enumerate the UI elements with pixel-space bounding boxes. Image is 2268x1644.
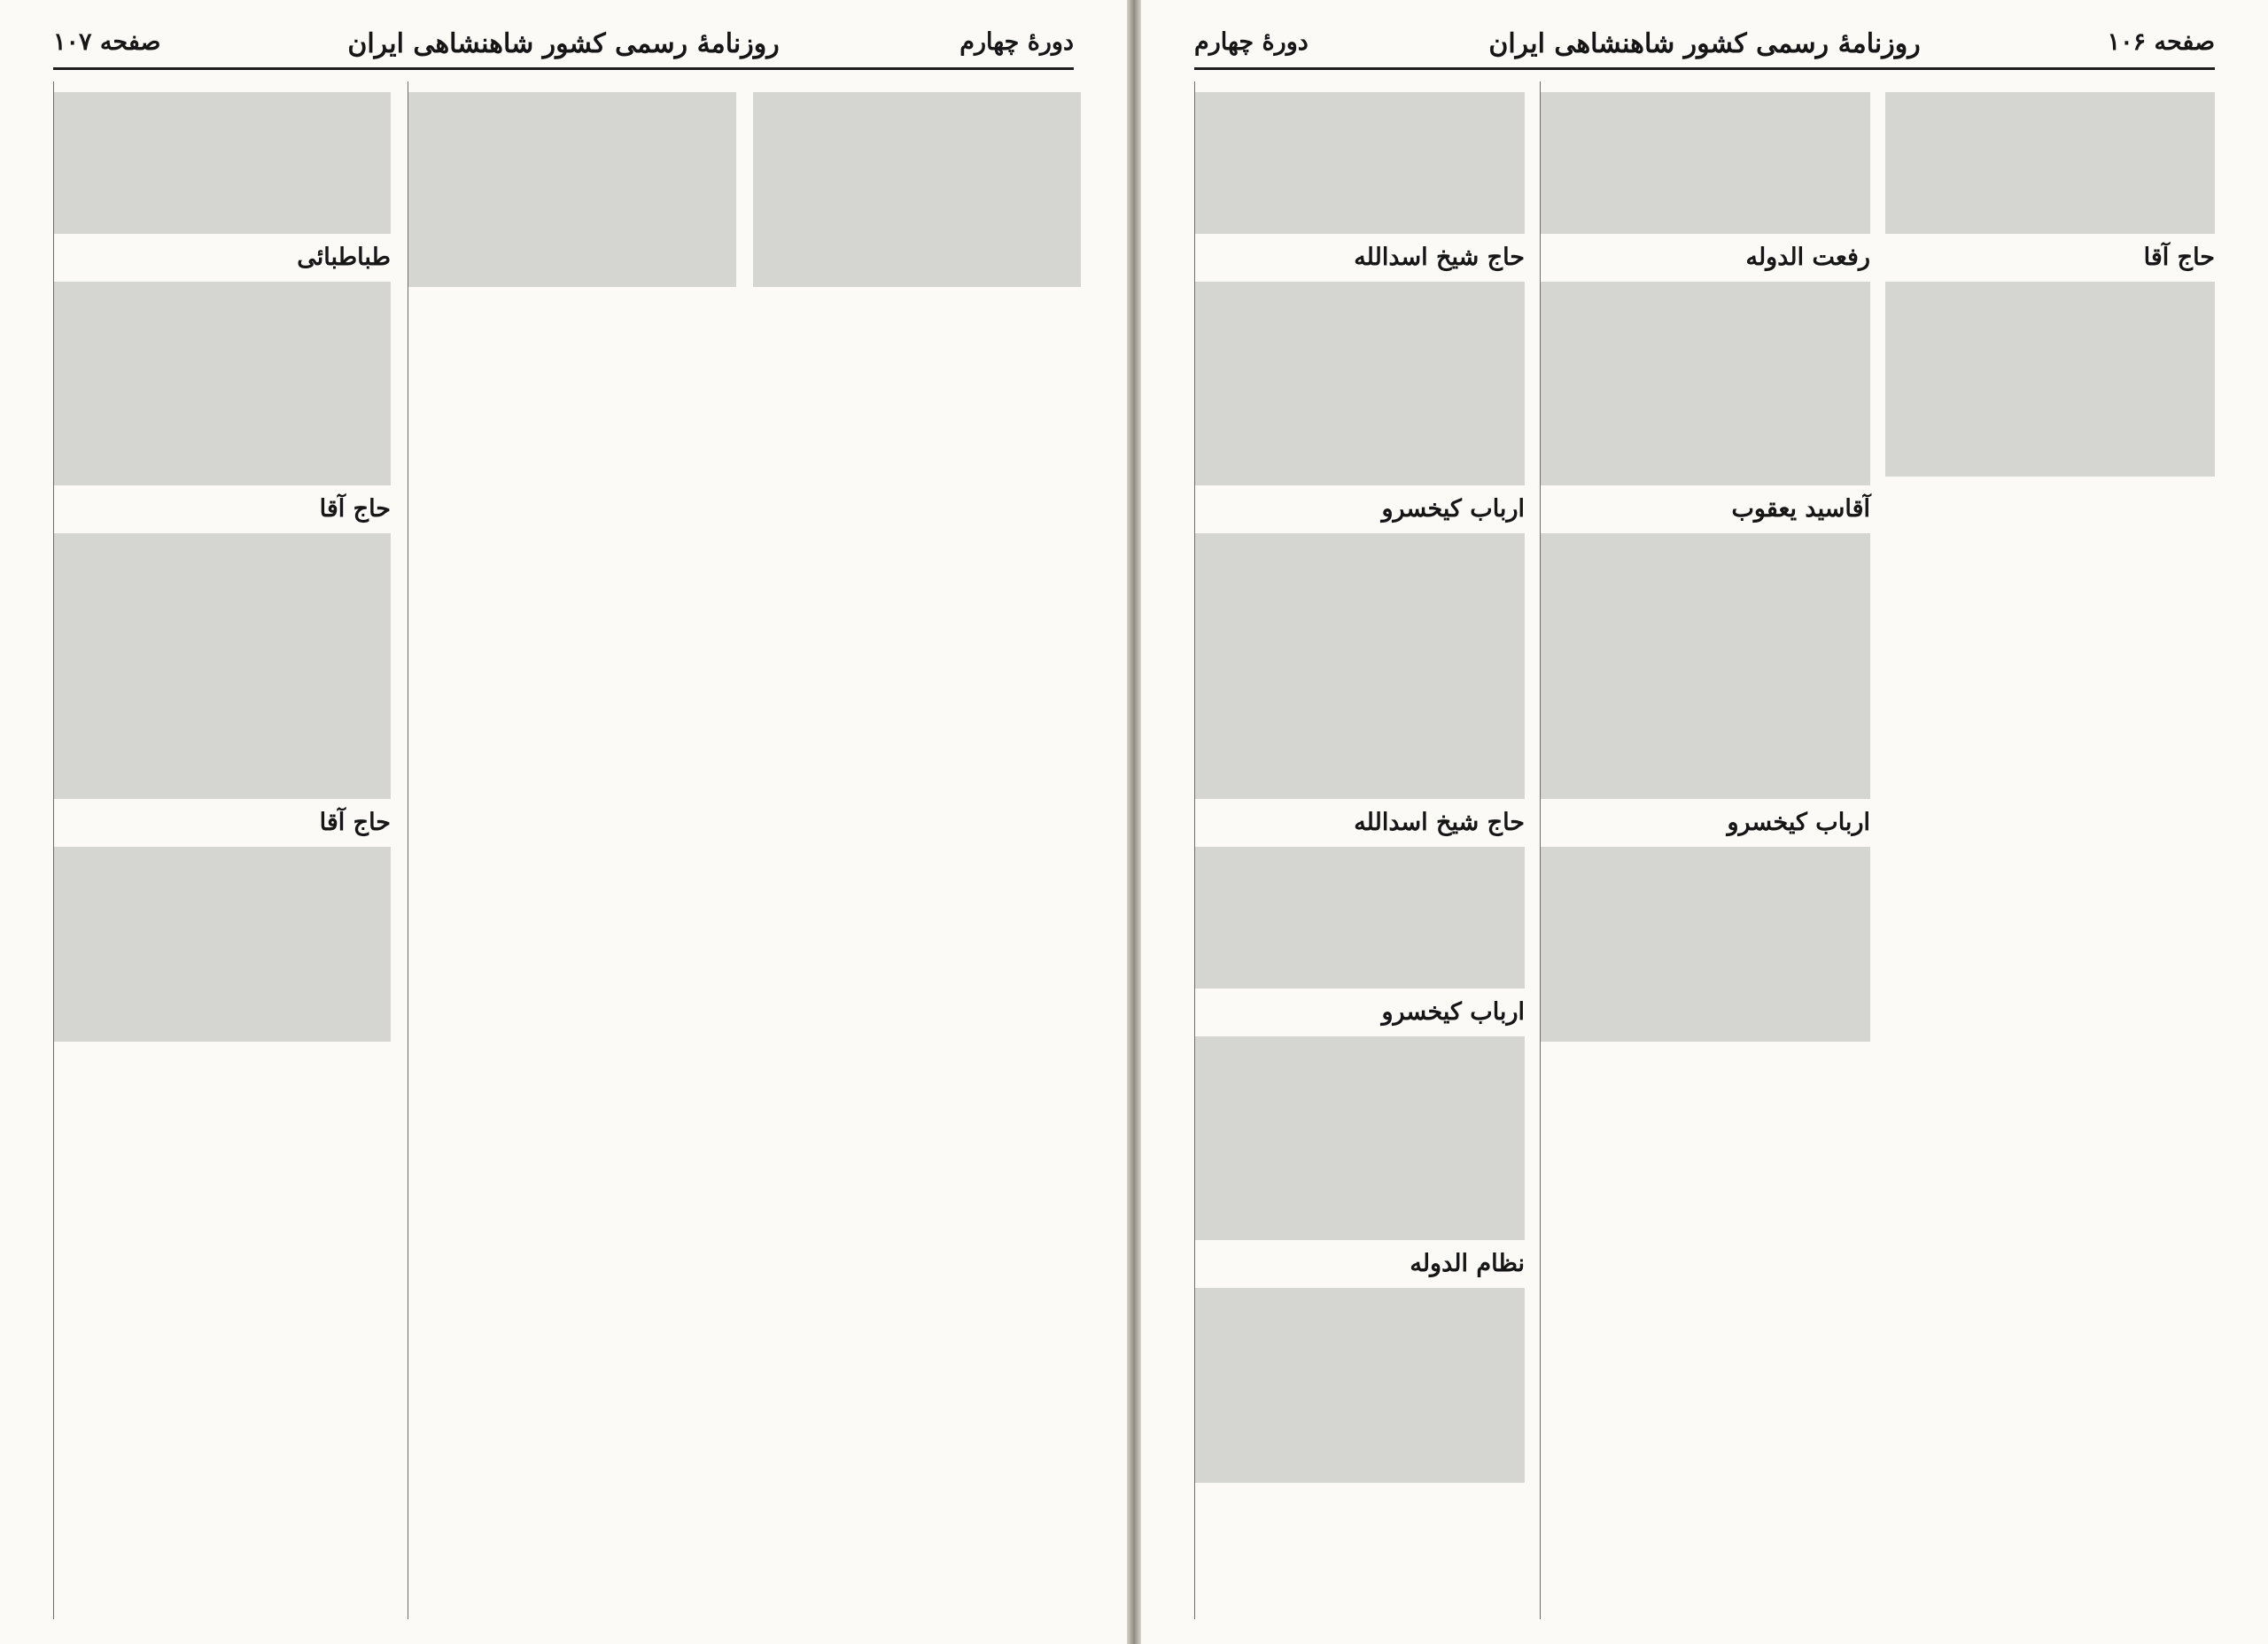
left-page-column-3 <box>53 81 391 1619</box>
text-placeholder <box>54 92 391 234</box>
speaker-heading: طباطبائی <box>297 244 391 271</box>
text-placeholder <box>408 92 736 287</box>
text-placeholder <box>1541 92 1870 234</box>
speaker-heading: آقاسید یعقوب <box>1731 495 1870 523</box>
speaker-heading: رفعت الدوله <box>1745 244 1870 271</box>
text-placeholder <box>753 92 1081 287</box>
speaker-heading: ارباب کیخسرو <box>1381 998 1525 1026</box>
left-page-column-2 <box>408 81 736 1619</box>
speaker-heading: ارباب کیخسرو <box>1727 809 1870 836</box>
left-page-column-1 <box>753 81 1081 1619</box>
speaker-heading: حاج آقا <box>319 495 391 523</box>
speaker-heading: ارباب کیخسرو <box>1381 495 1525 523</box>
speaker-heading: حاج آقا <box>319 809 391 836</box>
right-page-number: صفحه ۱۰۶ <box>2107 28 2215 56</box>
text-placeholder <box>1885 282 2215 477</box>
text-placeholder <box>1195 92 1525 234</box>
text-placeholder <box>1885 92 2215 234</box>
right-page-column-3 <box>1194 81 1525 1619</box>
left-page-period: دورهٔ چهارم <box>959 28 1074 56</box>
right-page-column-2 <box>1540 81 1870 1619</box>
text-placeholder <box>1195 1288 1525 1483</box>
right-page-column-1 <box>1885 81 2215 1619</box>
book-spine <box>1127 0 1141 1644</box>
text-placeholder <box>54 533 391 799</box>
text-placeholder <box>54 847 391 1042</box>
text-placeholder <box>1541 847 1870 1042</box>
text-placeholder <box>1195 282 1525 485</box>
left-page-title: روزنامهٔ رسمی کشور شاهنشاهی ایران <box>347 28 780 59</box>
speaker-heading: حاج شیخ اسدالله <box>1354 809 1525 836</box>
right-page <box>1141 0 2268 1644</box>
speaker-heading: حاج شیخ اسدالله <box>1354 244 1525 271</box>
text-placeholder <box>1541 533 1870 799</box>
text-placeholder <box>1541 282 1870 485</box>
right-page-header <box>1194 23 2215 70</box>
speaker-heading: نظام الدوله <box>1410 1250 1525 1277</box>
left-page-number: صفحه ۱۰۷ <box>53 28 161 56</box>
text-placeholder <box>1195 533 1525 799</box>
left-page <box>0 0 1127 1644</box>
speaker-heading: حاج آقا <box>2143 244 2215 271</box>
left-page-header <box>53 23 1074 70</box>
right-page-title: روزنامهٔ رسمی کشور شاهنشاهی ایران <box>1488 28 1921 59</box>
text-placeholder <box>1195 847 1525 989</box>
right-page-period: دورهٔ چهارم <box>1194 28 1309 56</box>
text-placeholder <box>54 282 391 485</box>
text-placeholder <box>1195 1036 1525 1240</box>
